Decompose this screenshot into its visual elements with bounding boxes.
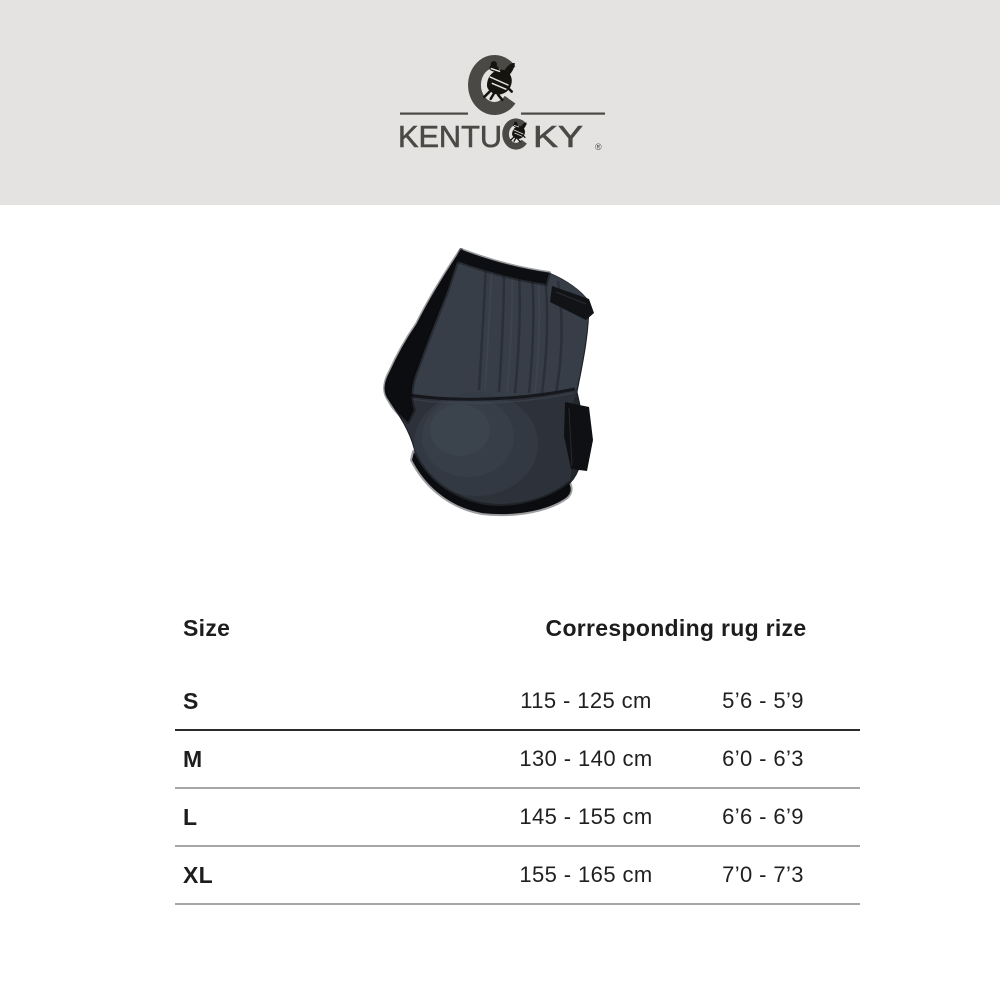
col-header-rug-size: Corresponding rug rize [545, 614, 807, 641]
size-label: M [183, 745, 203, 772]
size-label: L [183, 803, 198, 830]
size-table [175, 603, 860, 905]
logo-rule-right [521, 113, 605, 115]
product-image [368, 242, 698, 522]
size-label: XL [183, 861, 213, 888]
chest-highlight-inner [430, 404, 490, 456]
logo-c-mark-large [468, 55, 515, 115]
logo-rule-left [400, 113, 468, 115]
rug-size-cm: 115 - 125 cm [520, 688, 652, 713]
size-label: S [183, 687, 199, 714]
rug-size-ft: 5’6 - 5’9 [722, 688, 804, 713]
kentucky-logo [380, 45, 620, 165]
rug-size-ft: 7’0 - 7’3 [722, 862, 804, 887]
rug-size-ft: 6’6 - 6’9 [722, 804, 804, 829]
size-table-header [175, 603, 860, 653]
brand-name-before-mark: KENTU [398, 119, 502, 154]
table-row-l [175, 789, 860, 847]
rug-size-cm: 130 - 140 cm [519, 746, 653, 771]
brand-name-after-mark: KY [533, 119, 583, 154]
brand-header [0, 0, 1000, 205]
rug-size-cm: 145 - 155 cm [519, 804, 653, 829]
col-header-size: Size [183, 614, 231, 641]
rug-size-cm: 155 - 165 cm [519, 862, 653, 887]
table-row-m [175, 731, 860, 789]
table-row-s [175, 673, 860, 731]
logo-c-mark-small [502, 118, 527, 149]
table-row-xl [175, 847, 860, 905]
registered-trademark-symbol: ® [595, 142, 602, 152]
rug-size-ft: 6’0 - 6’3 [722, 746, 804, 771]
